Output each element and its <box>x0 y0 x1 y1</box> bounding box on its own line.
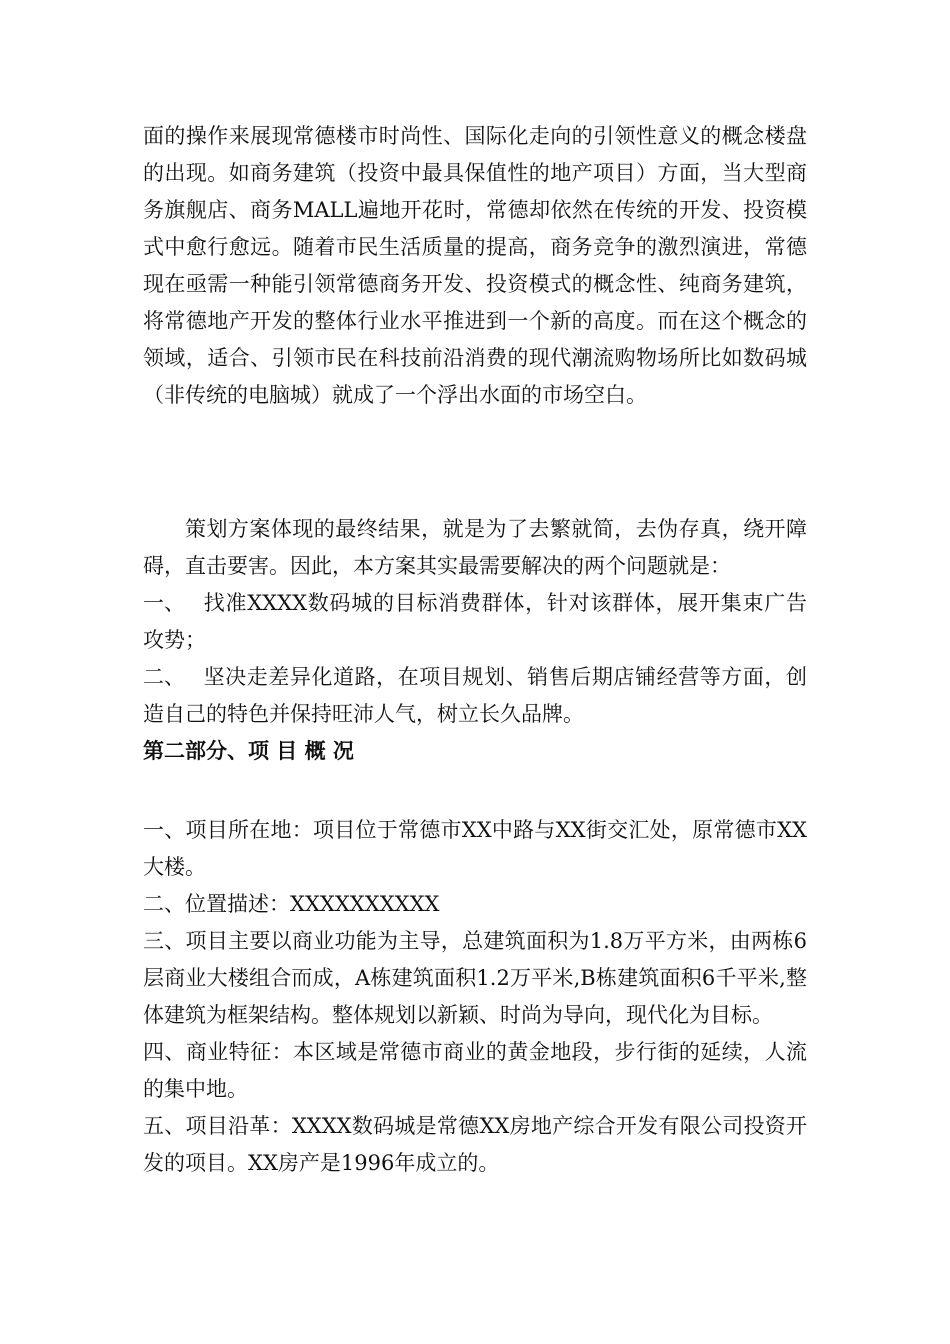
problem-text: 坚决走差异化道路，在项目规划、销售后期店铺经营等方面，创造自己的特色并保持旺沛人气，树立长久品牌。 <box>143 665 807 726</box>
problem-item-2 <box>143 659 807 733</box>
problem-item-1 <box>143 585 807 659</box>
problem-number: 一、 <box>143 591 185 615</box>
problem-text: 找准XXXX数码城的目标消费群体，针对该群体，展开集束广告攻势； <box>143 591 807 652</box>
document-page <box>143 118 807 1182</box>
section-heading: 第二部分、项 目 概 况 <box>143 739 354 763</box>
intro-paragraph: 面的操作来展现常德楼市时尚性、国际化走向的引领性意义的概念楼盘的出现。如商务建筑（投资中最具保值性的地产项目）方面，当大型商务旗舰店、商务MALL遍地开花时，常德却依然在传统的开发、投资模式中愈行愈远。随着市民生活质量的提高，商务竞争的激烈演进，常德现在亟需一种能引领常德商务开发、投资模式的概念性、纯商务建筑，将常德地产开发的整体行业水平推进到一个新的高度。而在这个概念的领域，适合、引领市民在科技前沿消费的现代潮流购物场所比如数码城（非传统的电脑城）就成了一个浮出水面的市场空白。 <box>143 124 807 407</box>
overview-item-2: 二、位置描述：XXXXXXXXXX <box>143 892 440 916</box>
problem-number: 二、 <box>143 665 185 689</box>
overview-item-3: 三、项目主要以商业功能为主导，总建筑面积为1.8万平方米，由两栋6层商业大楼组合而成，A栋建筑面积1.2万平米,B栋建筑面积6千平米,整体建筑为框架结构。整体规划以新颖、时尚为导向，现代化为目标。 <box>143 929 807 1027</box>
overview-item-5: 五、项目沿革：XXXX数码城是常德XX房地产综合开发有限公司投资开发的项目。XX房产是1996年成立的。 <box>143 1114 807 1175</box>
overview-item-4: 四、商业特征：本区域是常德市商业的黄金地段，步行街的延续，人流的集中地。 <box>143 1040 807 1101</box>
strategy-paragraph: 策划方案体现的最终结果，就是为了去繁就简，去伪存真，绕开障碍，直击要害。因此，本方案其实最需要解决的两个问题就是： <box>143 517 807 578</box>
overview-item-1: 一、项目所在地：项目位于常德市XX中路与XX街交汇处，原常德市XX大楼。 <box>143 818 807 879</box>
